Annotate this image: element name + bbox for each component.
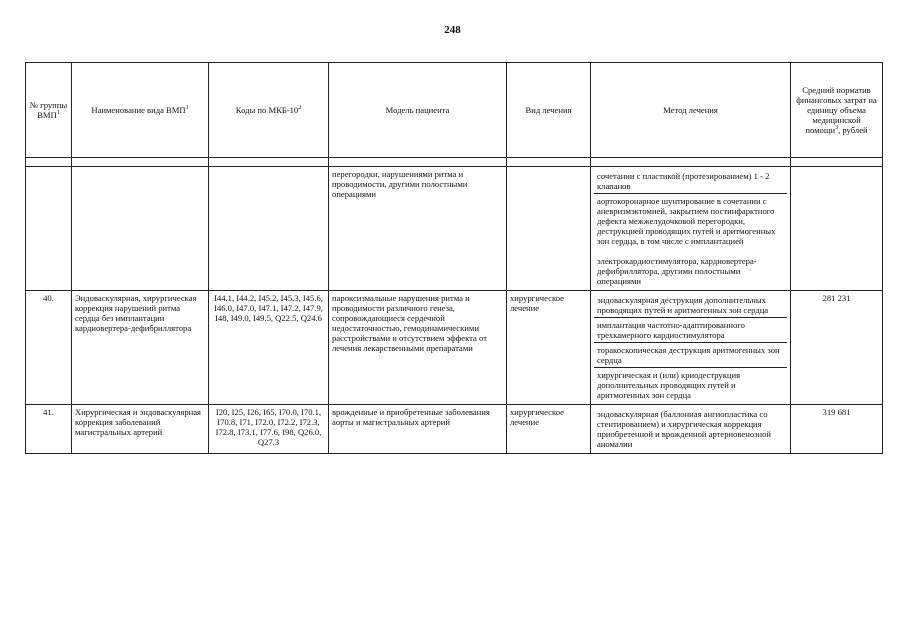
method-item: хирургическая и (или) криодеструкция дополнительных проводящих путей и аритмогенных зон сердца: [597, 370, 741, 400]
header-treatment-method: Метод лечения: [591, 63, 791, 158]
patient-model-cell: врожденные и приобретенные заболевания аорты и магистральных артерий: [329, 405, 507, 454]
icd-codes-cell: I44.1, I44.2, I45.2, I45.3, I45.6, I46.0, I47.0, I47.1, I47.2, I47.9, I48, I49.0, I49.5, Q22.5, Q24.6: [209, 291, 329, 405]
treatment-type-cell: хирургическое лечение: [507, 405, 591, 454]
table-header-row: [26, 63, 883, 158]
average-cost-cell: 319 681: [791, 405, 883, 454]
group-number-cell: 41.: [26, 405, 72, 454]
method-item: эндоваскулярная деструкция дополнительных проводящих путей и аритмогенных зон сердца: [594, 293, 787, 318]
icd-codes-cell: I20, I25, I26, I65, I70.0, I70.1, I70.8, I71, I72.0, I72.2, I72.3, I72.8, I73.1, I77.6, I98, Q26.0, Q27.3: [209, 405, 329, 454]
vmp-name-cell: Хирургическая и эндоваскулярная коррекция заболеваний магистральных артерий: [72, 405, 209, 454]
method-item: эндоваскулярная (баллонная ангиопластика со стентированием) и хирургическая коррекция приобретенной и врожденной артериовенозной аномалии: [597, 409, 772, 449]
table-row-40: [26, 291, 883, 405]
average-cost-cell: 281 231: [791, 291, 883, 405]
header-patient-model: Модель пациента: [329, 63, 507, 158]
patient-model-cell: перегородки, нарушениями ритма и проводимости, другими полостными операциями: [329, 167, 507, 291]
table-row-continued: [26, 167, 883, 291]
group-number-cell: 40.: [26, 291, 72, 405]
table-row-41: [26, 405, 883, 454]
vmp-table: [25, 62, 883, 454]
patient-model-cell: пароксизмальные нарушения ритма и проводимости различного генеза, сопровождающиеся сердечной недостаточностью, гемодинамическими расстройствами и отсутствием эффекта от лечения лекарственными препаратами: [329, 291, 507, 405]
header-treatment-type: Вид лечения: [507, 63, 591, 158]
header-average-cost: Средний норматив финансовых затрат на единицу объема медицинской помощи$^3$, рублей: [791, 63, 883, 158]
treatment-method-cell: [591, 167, 791, 291]
vmp-name-cell: Эндоваскулярная, хирургическая коррекция нарушений ритма сердца без имплантации кардиовертера-дефибриллятора: [72, 291, 209, 405]
spacer-row: [26, 158, 883, 167]
method-item: сочетании с пластикой (протезированием) 1 - 2 клапанов: [594, 169, 787, 194]
header-group-number: № группы ВМП$^1$: [26, 63, 72, 158]
page-number: 248: [444, 24, 461, 36]
treatment-type-cell: хирургическое лечение: [507, 291, 591, 405]
treatment-method-cell: [591, 405, 791, 454]
header-vmp-name: Наименование вида ВМП$^1$: [72, 63, 209, 158]
method-item: торакоскопическая деструкция аритмогенных зон сердца: [594, 343, 787, 368]
header-icd-codes: Коды по МКБ-$10^2$: [209, 63, 329, 158]
method-item: аортокоронарное шунтирование в сочетании с аневризмэктомией, закрытием постинфарктного дефекта межжелудочковой перегородки, деструкцией проводящих путей и аритмогенных зон сердца, в том числе с имплантацией электрокардиостимулятора, кардиовертера-дефибриллятора, другими полостными операциями: [597, 196, 776, 286]
method-item: имплантация частотно-адаптированного трехкамерного кардиостимулятора: [594, 318, 787, 343]
treatment-method-cell: [591, 291, 791, 405]
